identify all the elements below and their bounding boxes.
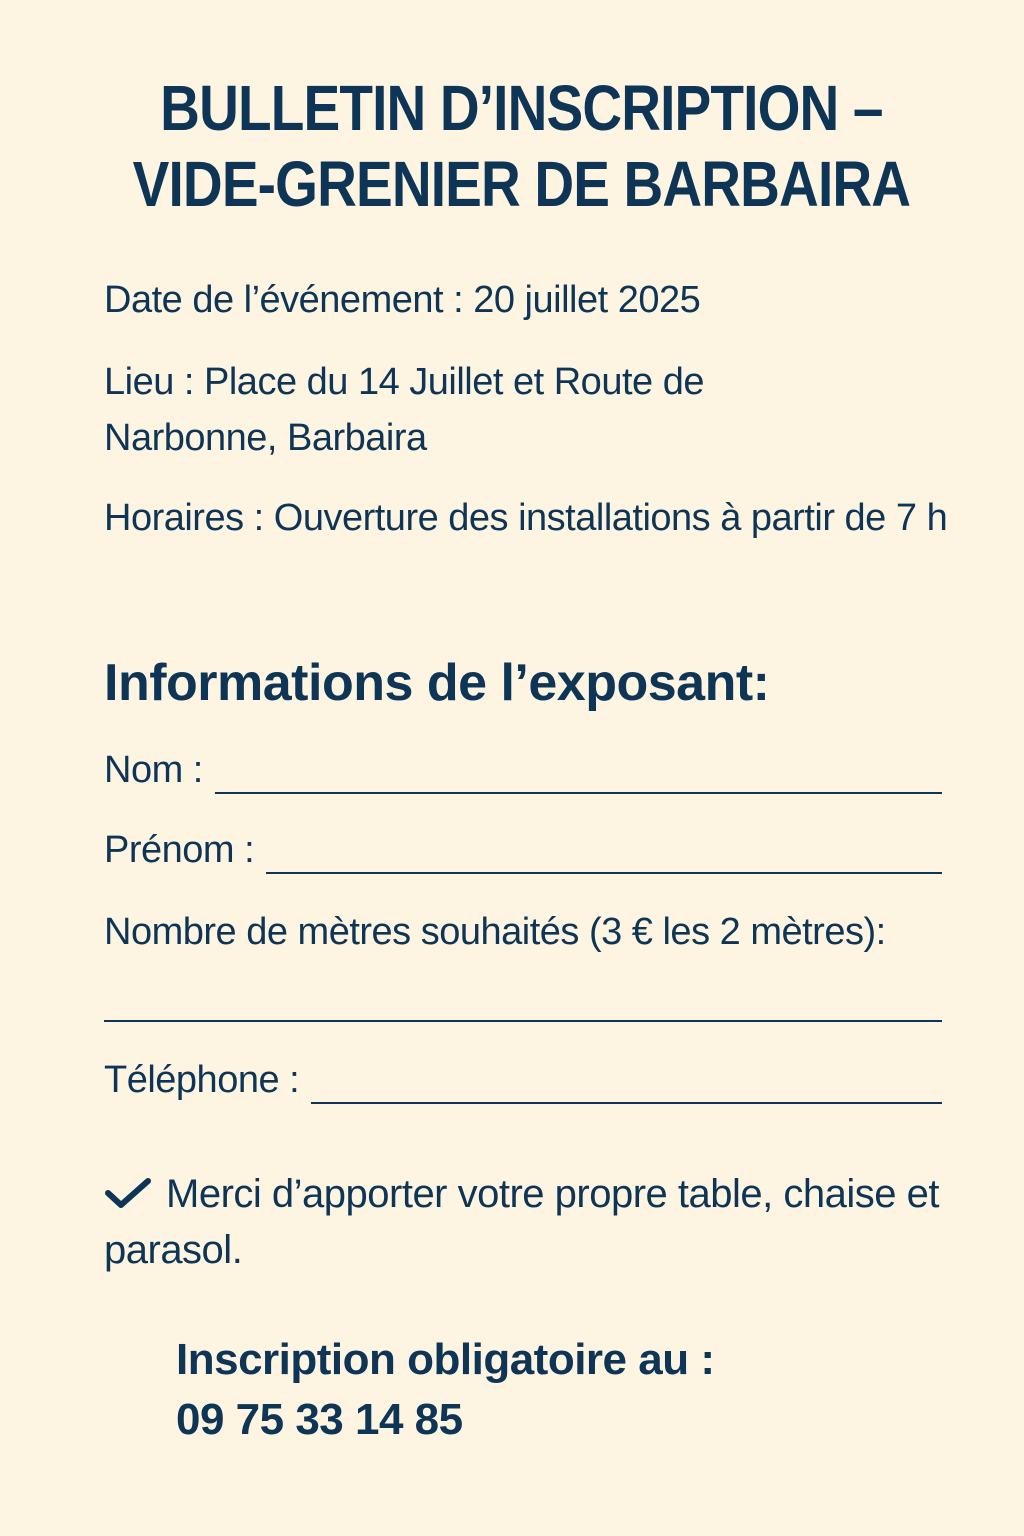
meters-field-label-row bbox=[104, 908, 942, 956]
phone-input-line[interactable] bbox=[311, 1064, 942, 1104]
firstname-input-line[interactable] bbox=[266, 834, 942, 874]
event-location: Lieu : Place du 14 Juillet et Route de Narbonne, Barbaira bbox=[104, 361, 704, 459]
contact-phone: 09 75 33 14 85 bbox=[176, 1395, 463, 1444]
firstname-label: Prénom : bbox=[104, 829, 255, 871]
name-label: Nom : bbox=[104, 749, 203, 791]
name-field[interactable] bbox=[104, 746, 942, 794]
event-date: Date de l’événement : 20 juillet 2025 bbox=[104, 279, 701, 321]
firstname-field[interactable] bbox=[104, 826, 942, 874]
title-line-2: VIDE-GRENIER DE BARBAIRA bbox=[132, 148, 911, 220]
phone-label: Téléphone : bbox=[104, 1059, 300, 1101]
phone-field[interactable] bbox=[104, 1056, 942, 1104]
meters-input-line[interactable] bbox=[104, 1020, 942, 1022]
contact-label: Inscription obligatoire au : bbox=[176, 1335, 715, 1384]
equipment-note bbox=[104, 1166, 954, 1278]
title-line-1: BULLETIN D’INSCRIPTION – bbox=[160, 72, 883, 144]
equipment-note-text: Merci d’apporter votre propre table, chaise et parasol. bbox=[104, 1172, 939, 1272]
name-input-line[interactable] bbox=[215, 754, 942, 794]
page-title bbox=[100, 70, 943, 222]
exhibitor-heading: Informations de l’exposant: bbox=[104, 654, 770, 712]
check-icon bbox=[104, 1177, 152, 1209]
contact-block bbox=[176, 1330, 714, 1450]
meters-label: Nombre de mètres souhaités (3 € les 2 mètres): bbox=[104, 911, 886, 953]
event-hours: Horaires : Ouverture des installations à partir de 7 h bbox=[104, 497, 948, 539]
